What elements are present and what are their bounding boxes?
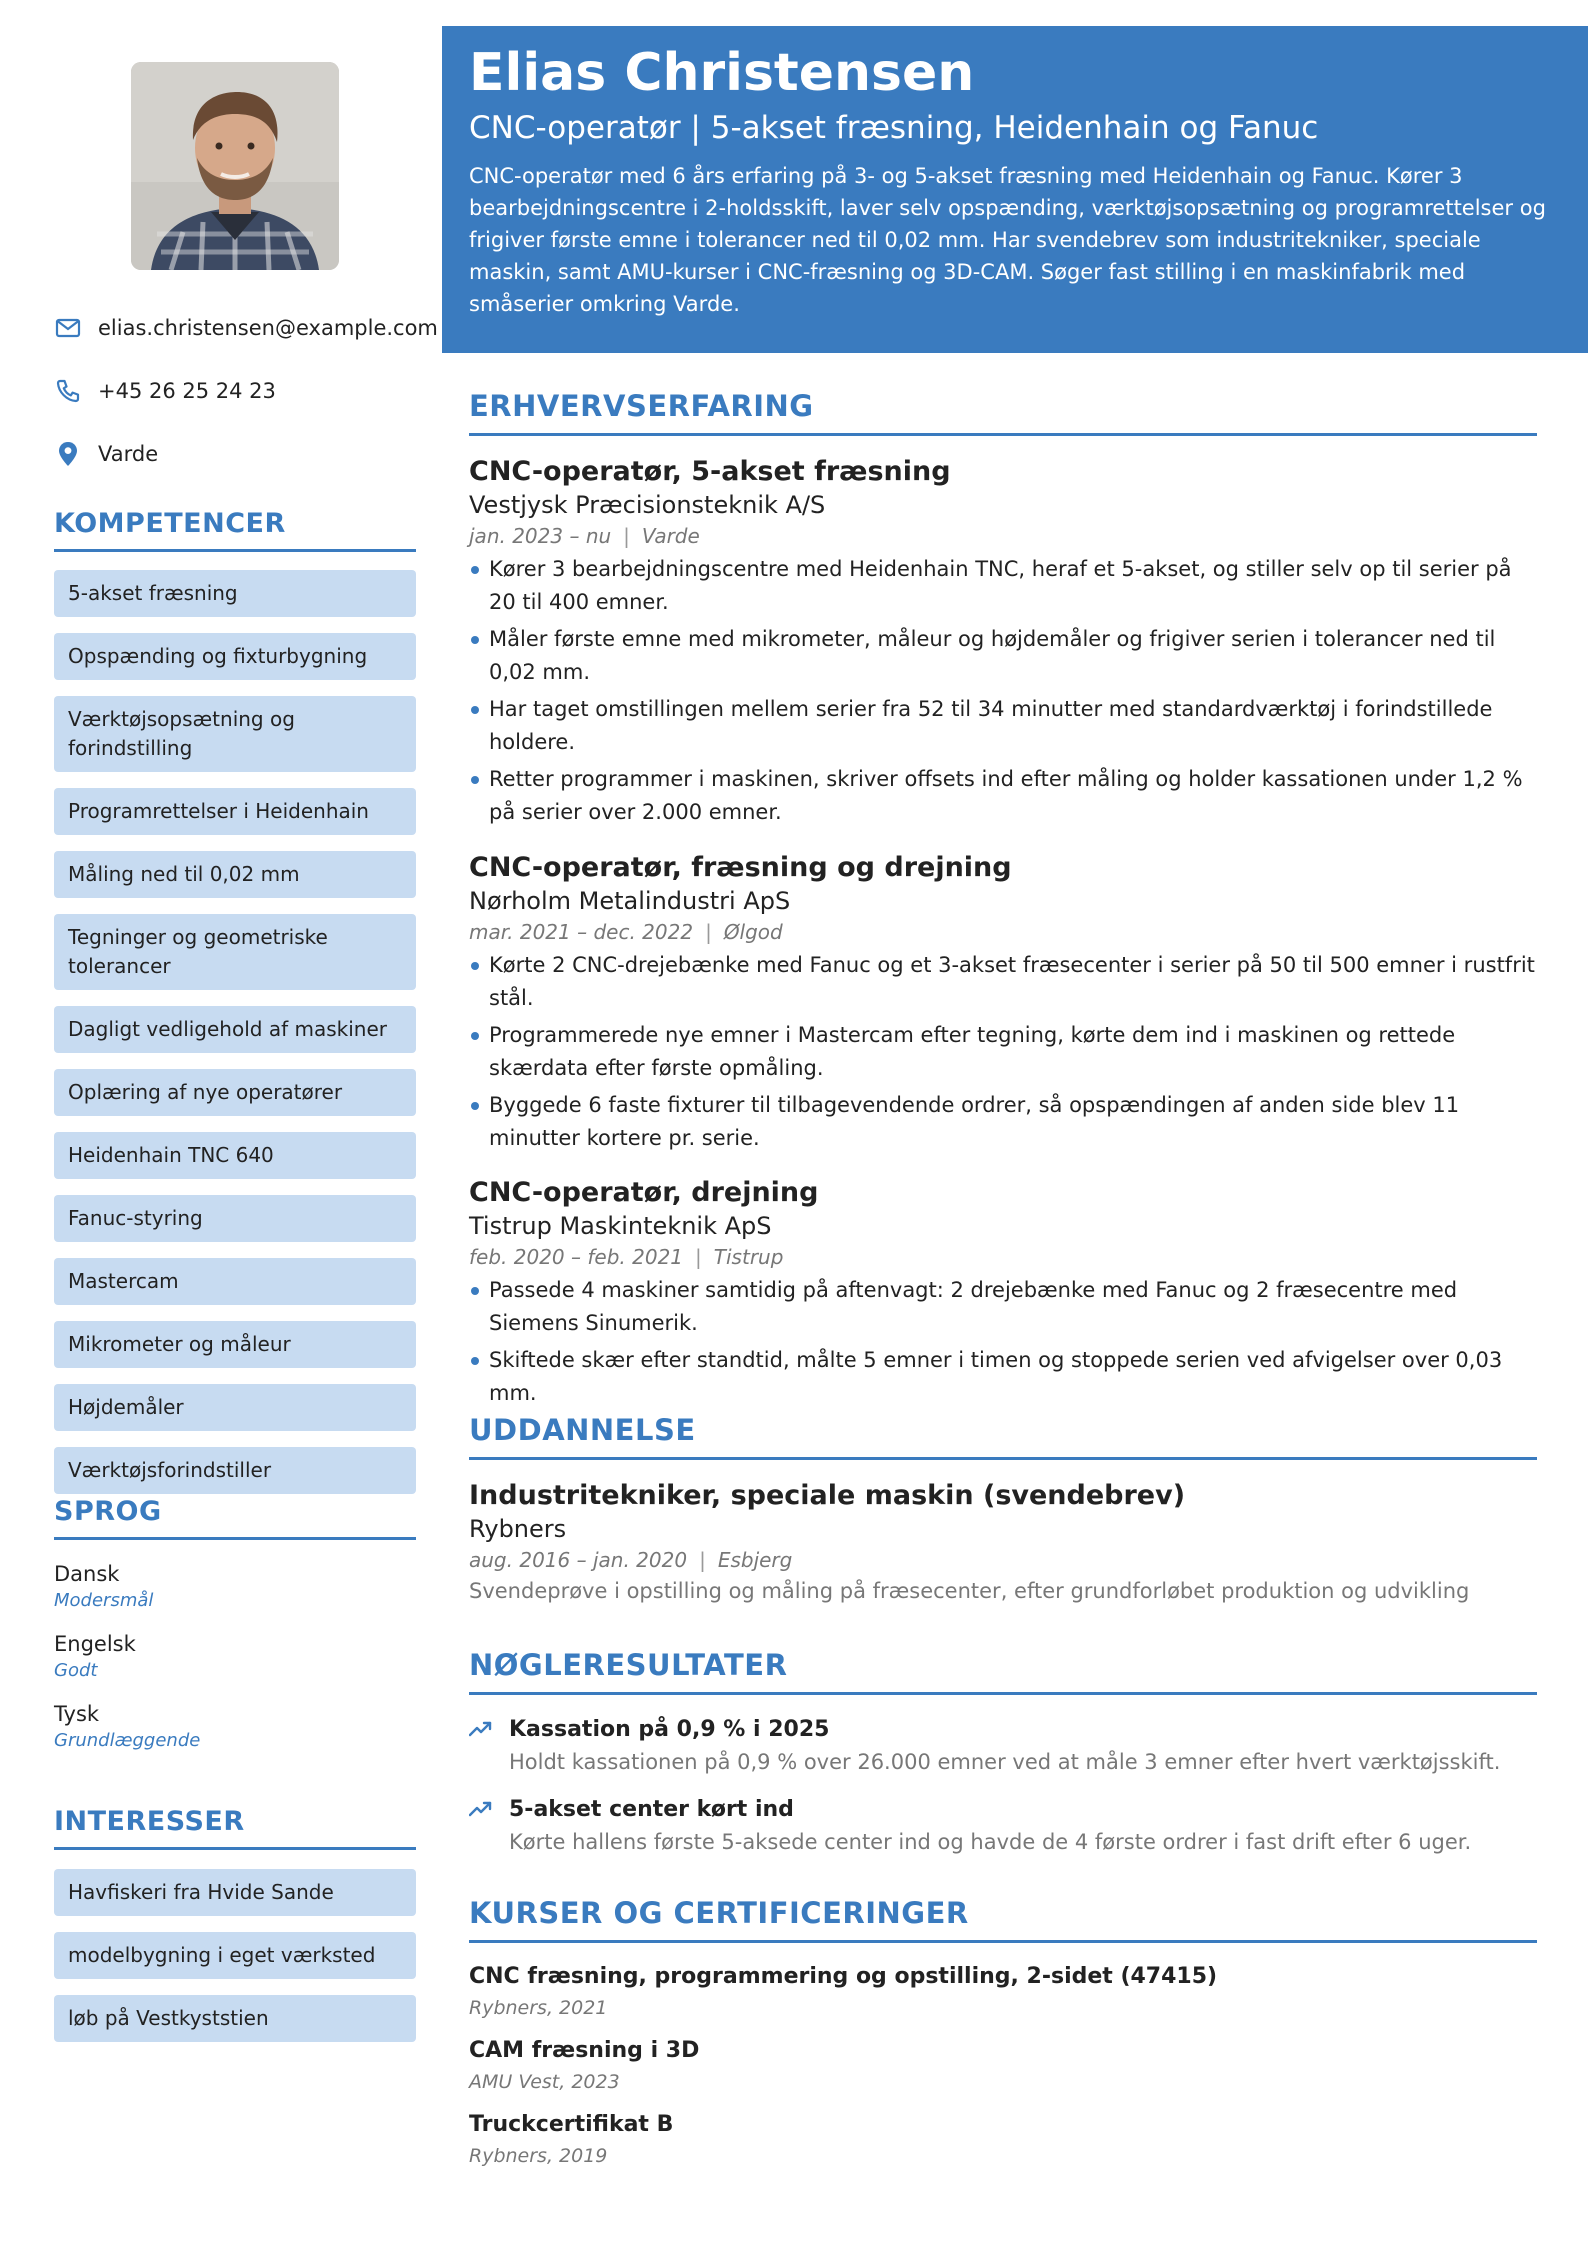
mail-icon — [54, 314, 82, 342]
contact-phone[interactable] — [54, 376, 424, 406]
language-item — [54, 1560, 416, 1614]
profile-photo — [131, 62, 339, 270]
job-company: Nørholm Metalindustri ApS — [469, 887, 791, 915]
course-item — [469, 2035, 1537, 2097]
meta-separator: | — [623, 524, 630, 548]
job-place: Tistrup — [713, 1245, 784, 1269]
education-school: Rybners — [469, 1515, 567, 1543]
skill-chip: Programrettelser i Heidenhain — [54, 788, 416, 835]
interests-list — [54, 1869, 416, 2058]
job-period: feb. 2020 – feb. 2021 — [469, 1245, 684, 1269]
skill-chip: Mikrometer og måleur — [54, 1321, 416, 1368]
course-item — [469, 1961, 1537, 2023]
skill-chip: Mastercam — [54, 1258, 416, 1305]
result-description: Kørte hallens første 5-aksede center ind og havde de 4 første ordrer i fast drift efter 6 uger. — [509, 1830, 1472, 1854]
job-bullets — [469, 949, 1537, 1155]
contact-email-text: elias.christensen@example.com — [98, 316, 438, 340]
result-title: Kassation på 0,9 % i 2025 — [509, 1717, 830, 1742]
job-bullets — [469, 553, 1537, 829]
contact-email[interactable] — [54, 313, 438, 343]
experience-heading: ERHVERVSERFARING — [469, 389, 1537, 436]
course-meta: Rybners, 2019 — [469, 2145, 608, 2167]
result-description: Holdt kassationen på 0,9 % over 26.000 emner ved at måle 3 emner efter hvert værktøjsskift. — [509, 1750, 1501, 1774]
language-name: Dansk — [54, 1562, 120, 1586]
course-title: Truckcertifikat B — [469, 2112, 674, 2137]
course-meta: AMU Vest, 2023 — [469, 2071, 620, 2093]
job-company: Vestjysk Præcisionsteknik A/S — [469, 491, 826, 519]
job-title: CNC-operatør, drejning — [469, 1177, 819, 1208]
skill-chip: Højdemåler — [54, 1384, 416, 1431]
job-bullet: Har taget omstillingen mellem serier fra 52 til 34 minutter med standardværktøj i forindstillede holdere. — [469, 693, 1537, 759]
job-bullet: Kørte 2 CNC-drejebænke med Fanuc og et 3-akset fræsecenter i serier på 50 til 500 emner i rustfrit stål. — [469, 949, 1537, 1015]
language-item — [54, 1700, 416, 1754]
trend-up-icon — [469, 1720, 493, 1738]
person-summary: CNC-operatør med 6 års erfaring på 3- og 5-akset fræsning med Heidenhain og Fanuc. Kører 3 bearbejdningscentre i 2-holdsskift, laver selv opspænding, værktøjsopsætning og programrettelser og frigiver første emne i tolerancer ned til 0,02 mm. Har svendebrev som industritekniker, speciale maskin, samt AMU-kurser i CNC-fræsning og 3D-CAM. Søger fast stilling i en maskinfabrik med småserier omkring Varde. — [469, 164, 1546, 316]
course-title: CAM fræsning i 3D — [469, 2038, 700, 2063]
location-pin-icon — [54, 440, 82, 468]
interests-heading: INTERESSER — [54, 1806, 416, 1850]
result-title: 5-akset center kørt ind — [509, 1797, 794, 1822]
skill-chip: 5-akset fræsning — [54, 570, 416, 617]
job-period: mar. 2021 – dec. 2022 — [469, 920, 694, 944]
education-heading: UDDANNELSE — [469, 1413, 1537, 1460]
skill-chip: Dagligt vedligehold af maskiner — [54, 1006, 416, 1053]
result-item — [469, 1714, 1537, 1778]
skill-chip: Oplæring af nye operatører — [54, 1069, 416, 1116]
skill-chip: Tegninger og geometriske tolerancer — [54, 914, 416, 990]
skill-chip: Fanuc-styring — [54, 1195, 416, 1242]
languages-list — [54, 1560, 416, 1770]
language-name: Engelsk — [54, 1632, 136, 1656]
education-entry — [469, 1479, 1537, 1607]
job-period: jan. 2023 – nu — [469, 524, 612, 548]
person-headline: CNC-operatør | 5-akset fræsning, Heidenhain og Fanuc — [469, 110, 1319, 146]
job-entry — [469, 1176, 1537, 1414]
trend-up-icon — [469, 1800, 493, 1818]
meta-separator: | — [695, 1245, 702, 1269]
skill-chip: Heidenhain TNC 640 — [54, 1132, 416, 1179]
portrait-illustration — [131, 62, 339, 270]
interest-chip: løb på Vestkyststien — [54, 1995, 416, 2042]
job-bullet: Skiftede skær efter standtid, målte 5 emner i timen og stoppede serien ved afvigelser over 0,03 mm. — [469, 1344, 1537, 1410]
course-title: CNC fræsning, programmering og opstilling, 2-sidet (47415) — [469, 1964, 1218, 1989]
education-period: aug. 2016 – jan. 2020 — [469, 1548, 688, 1572]
skill-chip: Måling ned til 0,02 mm — [54, 851, 416, 898]
phone-icon — [54, 377, 82, 405]
courses-heading: KURSER OG CERTIFICERINGER — [469, 1896, 1537, 1943]
skills-list — [54, 570, 416, 1510]
education-description: Svendeprøve i opstilling og måling på fræsecenter, efter grundforløbet produktion og udvikling — [469, 1579, 1470, 1603]
education-place: Esbjerg — [717, 1548, 793, 1572]
meta-separator: | — [705, 920, 712, 944]
language-item — [54, 1630, 416, 1684]
education-degree: Industritekniker, speciale maskin (svendebrev) — [469, 1480, 1186, 1511]
job-bullet: Retter programmer i maskinen, skriver offsets ind efter måling og holder kassationen under 1,2 % på serier over 2.000 emner. — [469, 763, 1537, 829]
interest-chip: modelbygning i eget værksted — [54, 1932, 416, 1979]
result-item — [469, 1794, 1537, 1858]
languages-heading: SPROG — [54, 1496, 416, 1540]
job-meta — [469, 521, 1537, 551]
results-heading: NØGLERESULTATER — [469, 1648, 1537, 1695]
skill-chip: Værktøjsopsætning og forindstilling — [54, 696, 416, 772]
job-meta — [469, 917, 1537, 947]
contact-location — [54, 439, 424, 469]
education-meta — [469, 1545, 1537, 1575]
job-bullet: Kører 3 bearbejdningscentre med Heidenhain TNC, heraf et 5-akset, og stiller selv op til serier på 20 til 400 emner. — [469, 553, 1537, 619]
interest-chip: Havfiskeri fra Hvide Sande — [54, 1869, 416, 1916]
job-bullet: Måler første emne med mikrometer, måleur og højdemåler og frigiver serien i tolerancer ned til 0,02 mm. — [469, 623, 1537, 689]
job-place: Ølgod — [723, 920, 783, 944]
job-bullet: Passede 4 maskiner samtidig på aftenvagt: 2 drejebænke med Fanuc og 2 fræsecentre med Siemens Sinumerik. — [469, 1274, 1537, 1340]
job-bullets — [469, 1274, 1537, 1410]
course-item — [469, 2109, 1537, 2171]
language-level: Modersmål — [54, 1590, 154, 1611]
skill-chip: Opspænding og fixturbygning — [54, 633, 416, 680]
skill-chip: Værktøjsforindstiller — [54, 1447, 416, 1494]
language-level: Grundlæggende — [54, 1730, 201, 1751]
job-bullet: Programmerede nye emner i Mastercam efter tegning, kørte dem ind i maskinen og rettede skærdata efter første opmåling. — [469, 1019, 1537, 1085]
job-title: CNC-operatør, fræsning og drejning — [469, 852, 1012, 883]
job-meta — [469, 1242, 1537, 1272]
job-entry — [469, 851, 1537, 1159]
contact-phone-text: +45 26 25 24 23 — [98, 379, 276, 403]
job-place: Varde — [641, 524, 700, 548]
person-name: Elias Christensen — [469, 43, 975, 103]
job-company: Tistrup Maskinteknik ApS — [469, 1212, 772, 1240]
contact-location-text: Varde — [98, 442, 159, 466]
course-meta: Rybners, 2021 — [469, 1997, 608, 2019]
job-entry — [469, 455, 1537, 833]
meta-separator: | — [699, 1548, 706, 1572]
job-title: CNC-operatør, 5-akset fræsning — [469, 456, 951, 487]
language-name: Tysk — [54, 1702, 100, 1726]
job-bullet: Byggede 6 faste fixturer til tilbagevendende ordrer, så opspændingen af anden side blev 11 minutter kortere pr. serie. — [469, 1089, 1537, 1155]
skills-heading: KOMPETENCER — [54, 508, 416, 552]
header-banner — [442, 26, 1588, 353]
language-level: Godt — [54, 1660, 98, 1681]
